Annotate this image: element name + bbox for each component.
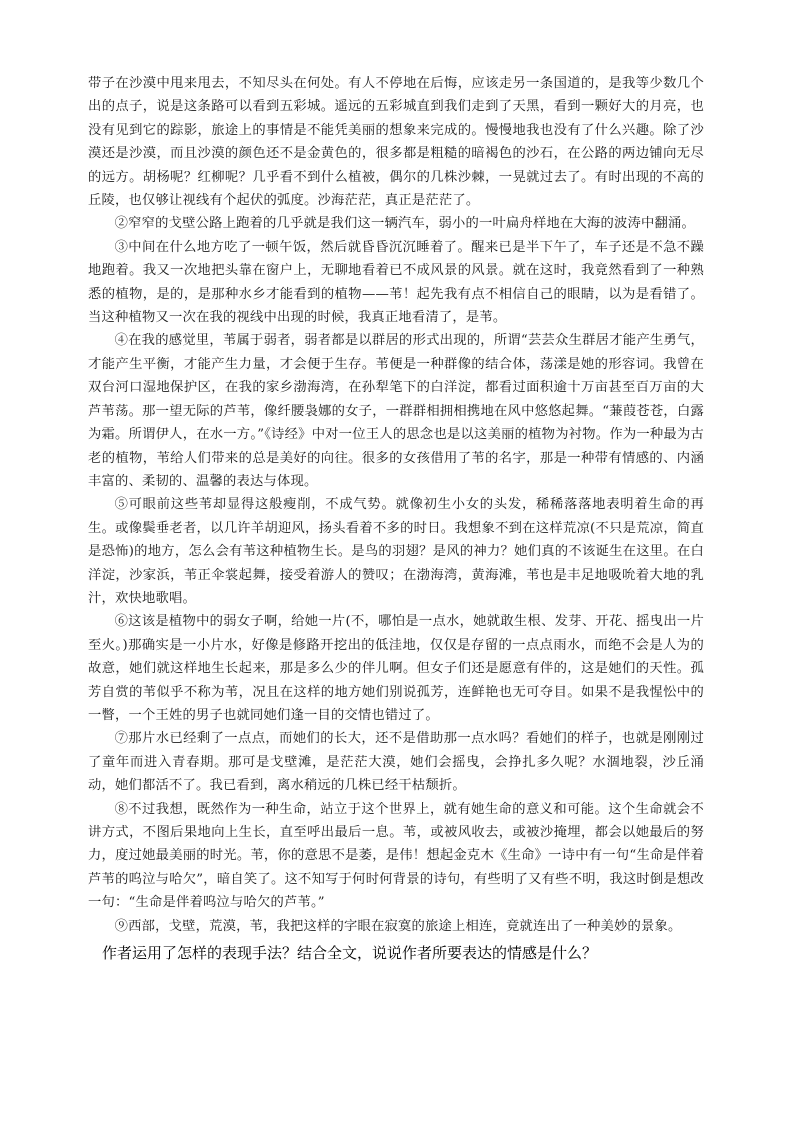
- passage-paragraph-1-continuation: 带子在沙漠中甩来甩去，不知尽头在何处。有人不停地在后悔，应该走另一条国道的，是我等少数几个出的点子，说是这条路可以看到五彩城。遥远的五彩城直到我们走到了天黑，看到一颗好大的月亮，也没有见到它的踪影，旅途上的事情是不能凭美丽的想象来完成的。慢慢地我也没有了什么兴趣。除了沙漠还是沙漠，而且沙漠的颜色还不是金黄色的，很多都是粗糙的暗褐色的沙石，在公路的两边铺向无尽的远方。胡杨呢？红柳呢？几乎看不到什么植被，偶尔的几株沙棘，一晃就过去了。有时出现的不高的丘陵，也仅够让视线有个起伏的弧度。沙海茫茫，真正是茫茫了。: [88, 76, 704, 209]
- passage-paragraph-8: ⑧不过我想，既然作为一种生命，站立于这个世界上，就有她生命的意义和可能。这个生命就会不讲方式，不图后果地向上生长，直至呼出最后一息。苇，或被风收去，或被沙掩埋，都会以她最后的努力，度过她最美丽的时光。苇，你的意思不是萎，是伟！想起金克木《生命》一诗中有一句“生命是伴着芦苇的呜泣与哈欠”，暗自笑了。这不知写于何时何背景的诗句，有些明了又有些不明，我这时倒是想改一句：“生命是伴着呜泣与哈欠的芦苇。”: [88, 801, 704, 911]
- passage-paragraph-9: ⑨西部，戈壁，荒漠，苇，我把这样的字眼在寂寞的旅途上相连，竟就连出了一种美妙的景象。: [114, 918, 682, 934]
- passage-paragraph-4: ④在我的感觉里，苇属于弱者，弱者都是以群居的形式出现的，所谓“芸芸众生群居才能产生勇气，才能产生平衡，才能产生力量，才会便于生存。苇便是一种群像的结合体，荡漾是她的形容词。我曾在双台河口湿地保护区，在我的家乡渤海湾，在孙犁笔下的白洋淀，都看过面积逾十万亩甚至百万亩的大芦苇荡。那一望无际的芦苇，像纤腰袅娜的女子，一群群相拥相携地在风中悠悠起舞。“蒹葭苍苍，白露为霜。所谓伊人，在水一方。”《诗经》中对一位王人的思念也是以这美丽的植物为衬物。作为一种最为古老的植物，苇给人们带来的总是美好的向往。很多的女孩借用了苇的名字，那是一种带有情感的、内涵丰富的、柔韧的、温馨的表达与体现。: [88, 333, 704, 489]
- passage-paragraph-3: ③中间在什么地方吃了一顿午饭，然后就昏昏沉沉睡着了。醒来已是半下午了，车子还是不急不躁地跑着。我又一次地把头靠在窗户上，无聊地看着已不成风景的风景。就在这时，我竟然看到了一种熟悉的植物，是的，是那种水乡才能看到的植物——苇！起先我有点不相信自己的眼睛，以为是看错了。当这种植物又一次在我的视线中出现的时候，我真正地看清了，是苇。: [88, 239, 704, 326]
- passage-paragraph-7: ⑦那片水已经剩了一点点，而她们的长大，还不是借助那一点水吗？看她们的样子，也就是刚刚过了童年而进入青春期。那可是戈壁滩，是茫茫大漠，她们会摇曳，会挣扎多久呢？水涸地裂，沙丘涌动，她们都活不了。我已看到，离水稍远的几株已经干枯颓折。: [88, 731, 704, 794]
- passage-paragraph-6: ⑥这该是植物中的弱女子啊，给她一片(不，哪怕是一点水，她就敢生根、发芽、开花、摇曳出一片至火。)那确实是一小片水，好像是修路开挖出的低洼地，仅仅是存留的一点点雨水，而绝不会是人为的故意，她们就这样地生长起来，那是多么少的伴儿啊。但女子们还是愿意有伴的，这是她们的天性。孤芳自赏的苇似乎不称为苇，况且在这样的地方她们别说孤芳，连鲜艳也无可夺目。如果不是我惺忪中的一瞥，一个王姓的男子也就同她们逢一目的交情也错过了。: [88, 614, 704, 723]
- passage-paragraph-5: ⑤可眼前这些苇却显得这般瘦削，不成气势。就像初生小女的头发，稀稀落落地表明着生命的再生。或像鬓垂老者，以几许羊胡迎风，扬头看着不多的时日。我想象不到在这样荒凉(不只是荒凉，简直是恐怖)的地方，怎么会有苇这种植物生长。是鸟的羽翅？是风的神力？她们真的不该诞生在这里。在白洋淀，沙家浜，苇正伞裳起舞，接受着游人的赞叹；在渤海湾，黄海滩，苇也是丰足地吸吮着大地的乳汁，欢快地歌唱。: [88, 497, 704, 606]
- passage-paragraph-2: ②窄窄的戈壁公路上跑着的几乎就是我们这一辆汽车，弱小的一叶扁舟样地在大海的波涛中翻涌。: [114, 216, 695, 232]
- passage-body: [88, 72, 704, 966]
- exam-question: 作者运用了怎样的表现手法？结合全文，说说作者所要表达的情感是什么？: [102, 944, 598, 963]
